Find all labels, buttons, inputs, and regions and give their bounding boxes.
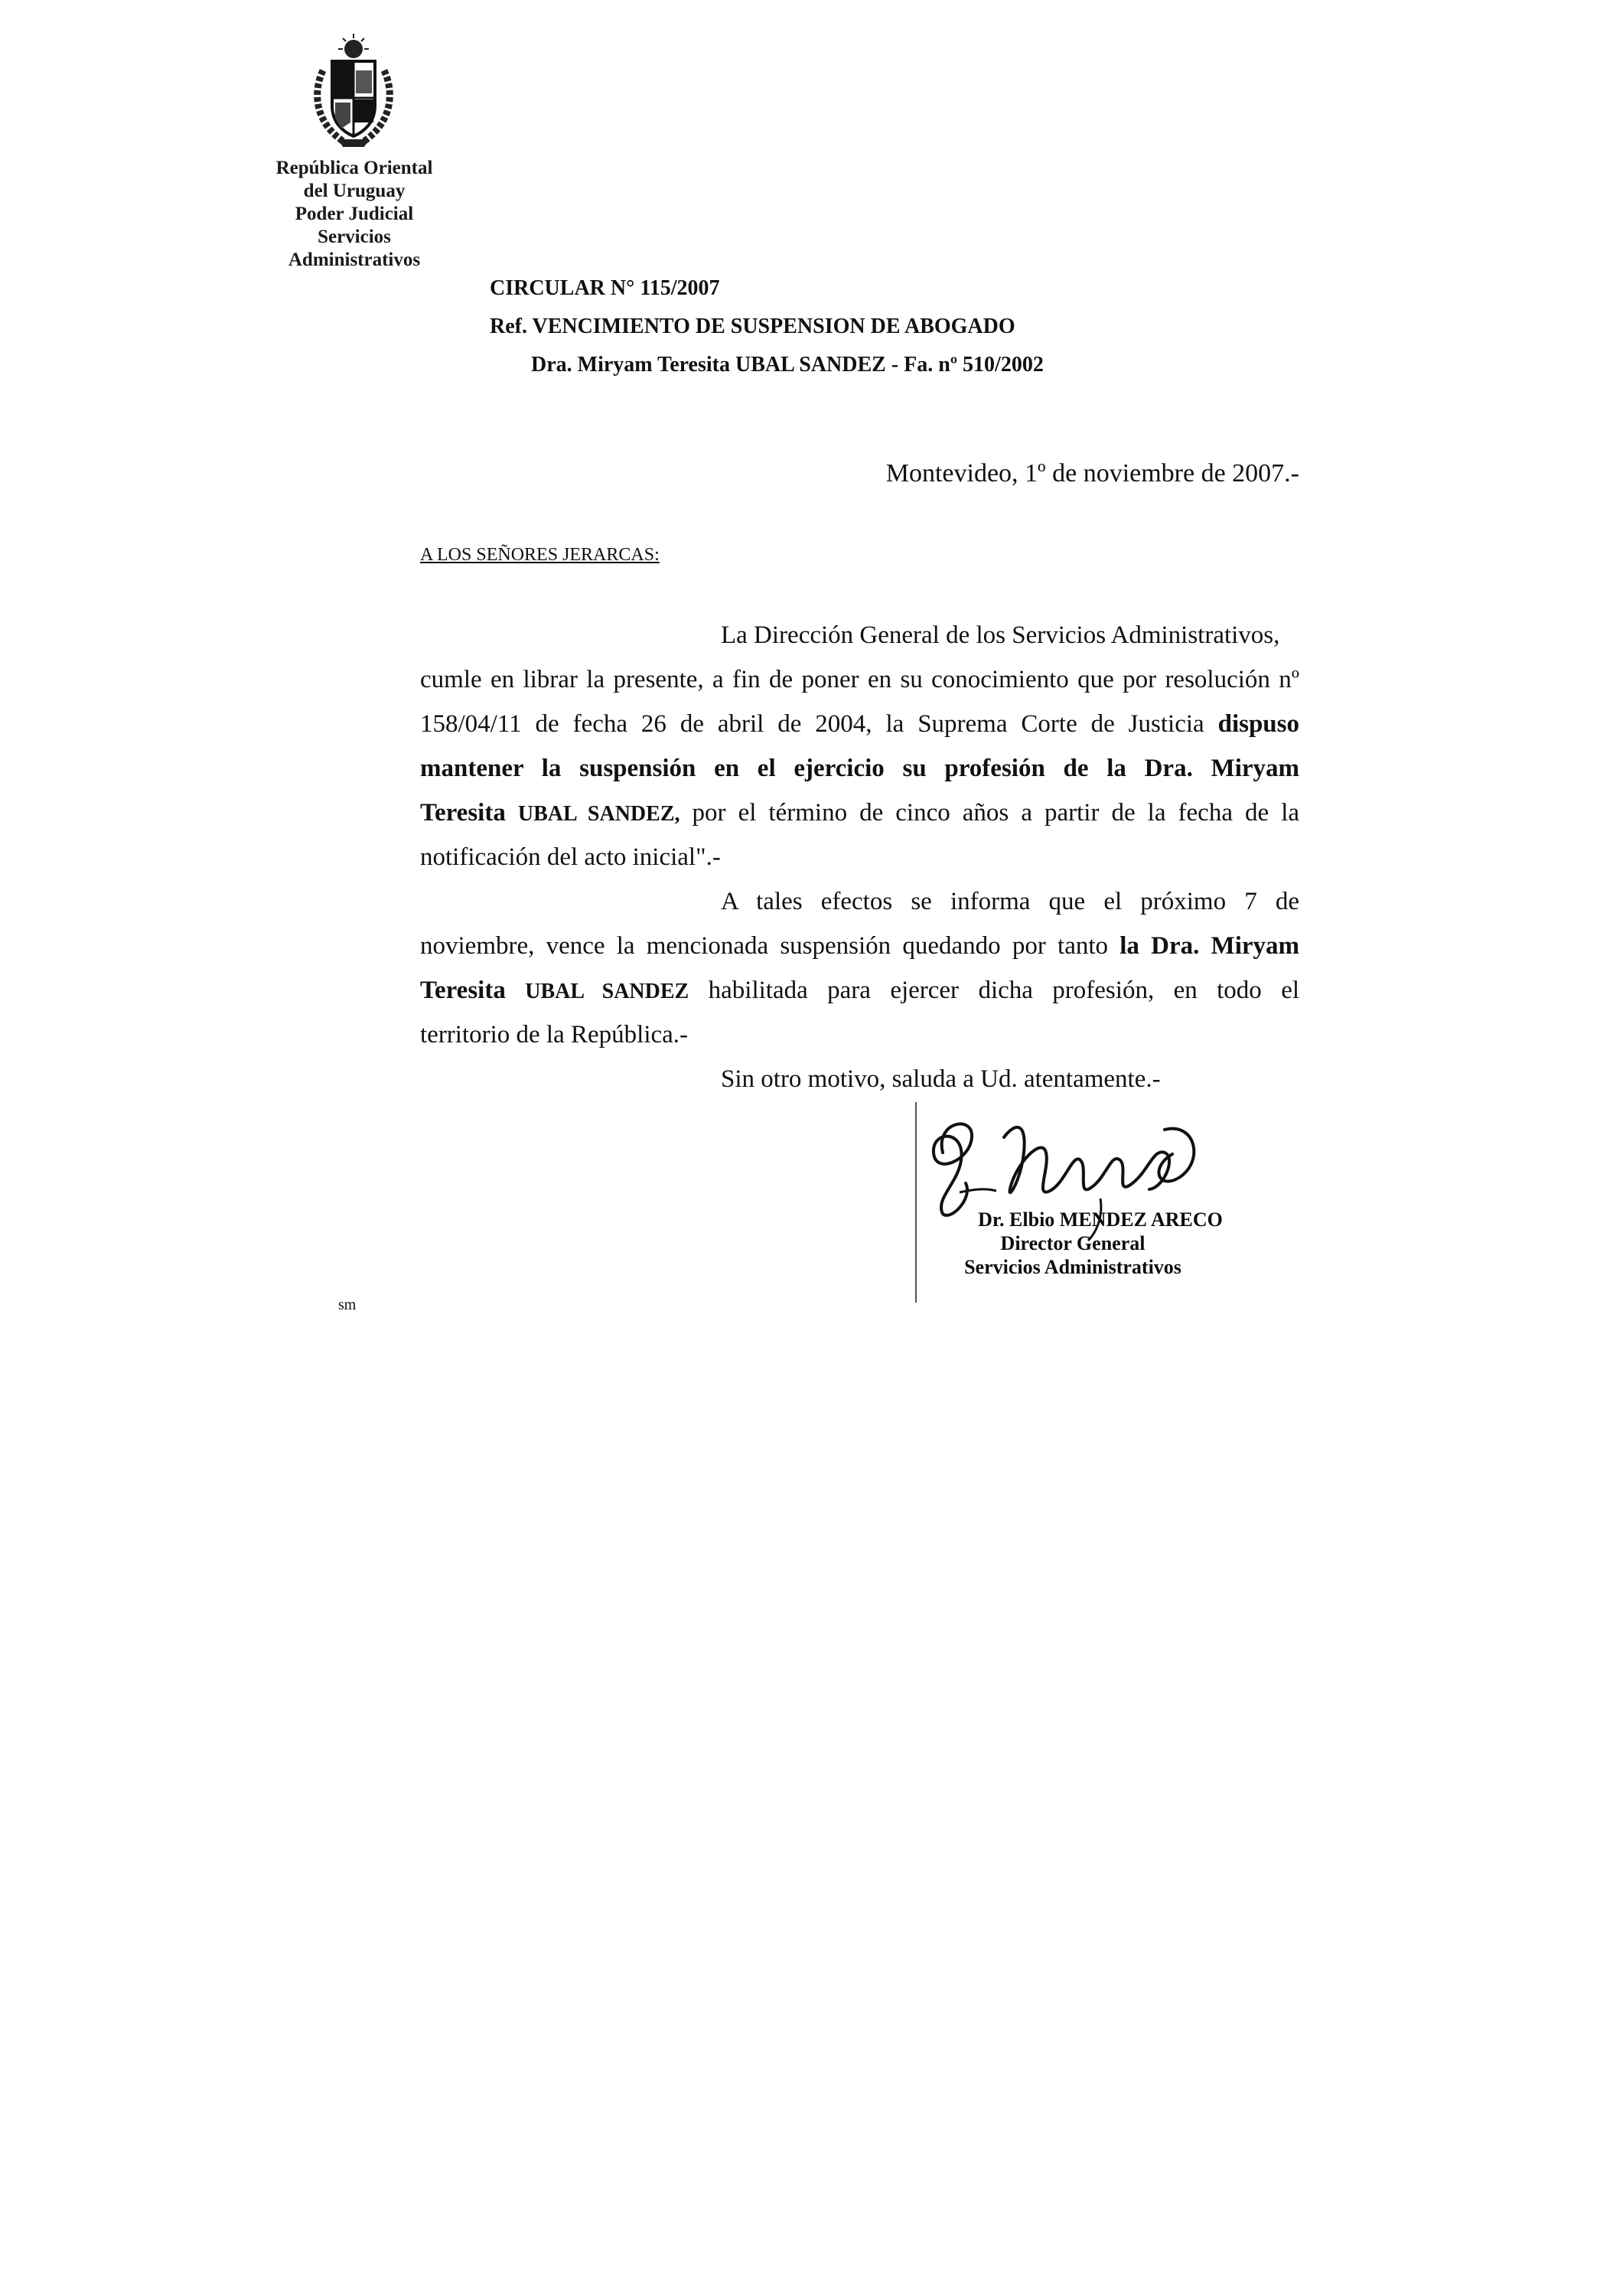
institution-line: del Uruguay — [303, 181, 406, 201]
institution-block — [253, 157, 456, 272]
body-line — [420, 975, 1299, 1007]
signer-office: Servicios Administrativos — [964, 1256, 1181, 1278]
body-line — [420, 709, 1299, 739]
signer-name: Dr. Elbio MENDEZ ARECO — [978, 1208, 1223, 1231]
closing-line: Sin otro motivo, saluda a Ud. atentamente.- — [721, 1065, 1161, 1093]
circular-number: CIRCULAR N° 115/2007 — [490, 276, 720, 300]
body-line: La Dirección General de los Servicios Administrativos, — [721, 621, 1280, 649]
body-text: 158/04/11 de fecha 26 de abril de 2004, la Suprema Corte de Justicia — [420, 710, 1204, 738]
body-line — [420, 797, 1299, 830]
institution-line: República Oriental — [275, 158, 433, 178]
body-bold-text: Teresita — [420, 977, 506, 1004]
signer-block — [904, 1208, 1241, 1279]
body-text: noviembre, vence la mencionada suspensión quedando por tanto — [420, 932, 1109, 960]
body-bold-text: la Dra. Miryam — [1119, 932, 1299, 960]
body-line: A tales efectos se informa que el próximo 7 de — [721, 888, 1299, 915]
body-bold-text: UBAL SANDEZ, — [517, 802, 680, 826]
addressee: A LOS SEÑORES JERARCAS: — [420, 545, 660, 565]
circular-reference-subject: Dra. Miryam Teresita UBAL SANDEZ - Fa. nº 510/2002 — [531, 353, 1044, 377]
coat-of-arms-icon — [306, 32, 401, 151]
body-text: habilitada para ejercer dicha profesión, en todo el — [708, 977, 1300, 1004]
body-line — [420, 753, 1299, 784]
typist-initials: sm — [338, 1296, 357, 1313]
body-bold-text: Teresita — [420, 799, 506, 827]
body-line: cumle en librar la presente, a fin de poner en su conocimiento que por resolución nº — [420, 666, 1299, 693]
body-text: por el término de cinco años a partir de la fecha de la — [692, 799, 1300, 827]
signer-title: Director General — [1000, 1232, 1146, 1254]
body-line: notificación del acto inicial".- — [420, 843, 721, 871]
body-line — [420, 931, 1299, 961]
institution-line: Servicios — [318, 227, 391, 247]
body-bold-text: mantener la suspensión en el ejercicio su profesión de la Dra. Miryam — [420, 755, 1299, 782]
body-line: territorio de la República.- — [420, 1021, 689, 1049]
circular-header — [490, 269, 1044, 384]
body-bold-text: UBAL SANDEZ — [525, 980, 689, 1003]
body-bold-text: dispuso — [1217, 710, 1300, 738]
date-line: Montevideo, 1º de noviembre de 2007.- — [885, 459, 1299, 488]
institution-line: Administrativos — [288, 249, 421, 270]
institution-line: Poder Judicial — [295, 204, 414, 224]
circular-reference: Ref. VENCIMIENTO DE SUSPENSION DE ABOGADO — [490, 315, 1015, 338]
